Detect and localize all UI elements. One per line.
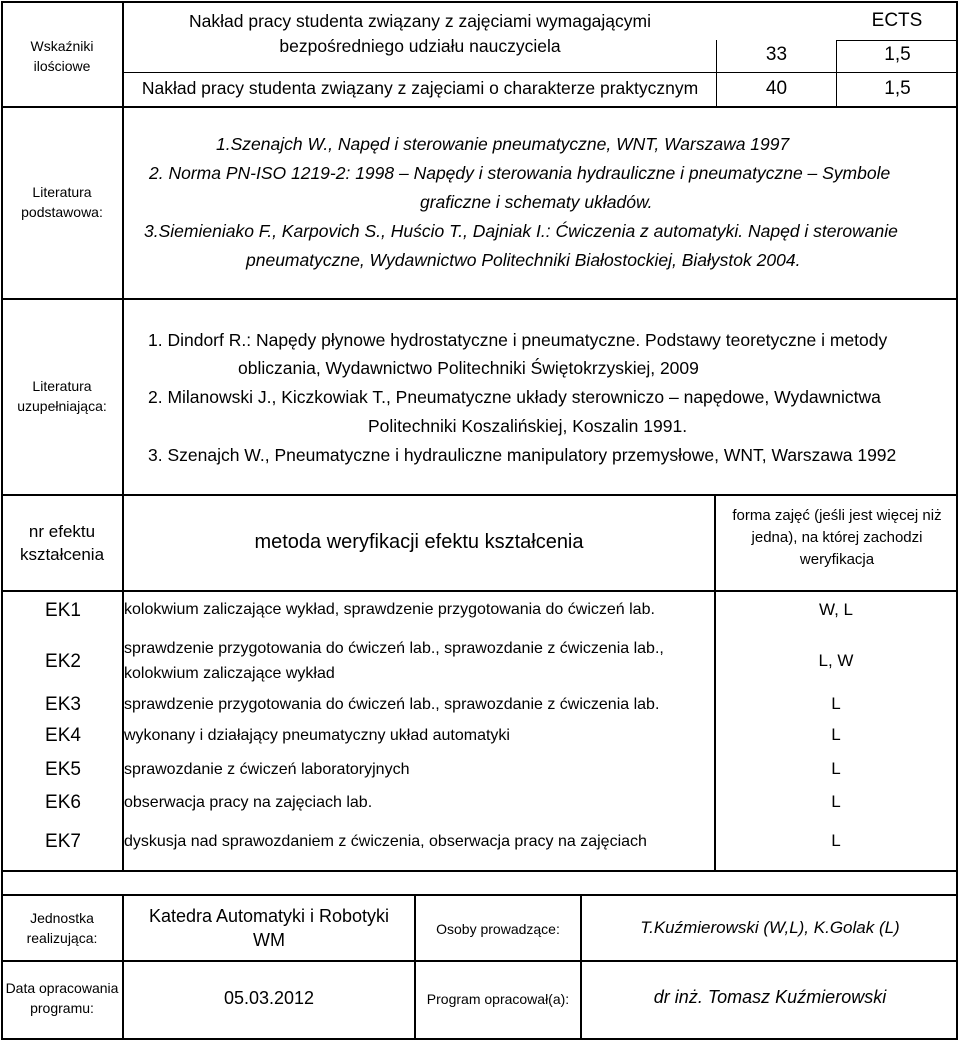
ek-description: wykonany i działający pneumatyczny układ automatyki [124,727,510,744]
divider [836,40,958,41]
literature-basic-item-1: 1.Szenajch W., Napęd i sterowanie pneumatyczne, WNT, Warszawa 1997 [216,134,790,154]
date-label [2,978,122,1018]
row1-hours: 33 [765,44,788,65]
row2-hours: 40 [765,78,788,99]
literature-supplementary-item-3: 3. Szenajch W., Pneumatyczne i hydrauliczne manipulatory przemysłowe, WNT, Warszawa 1992 [148,445,897,465]
literature-supplementary-item-1: 1. Dindorf R.: Napędy płynowe hydrostatyczne i pneumatyczne. Podstawy teoretyczne i metody [148,330,888,350]
author-label: Program opracował(a): [426,991,570,1007]
workload-label [2,36,122,76]
label-line: Jednostka [30,910,94,926]
label-line: Data opracowania [5,980,119,996]
ek-id: EK3 [45,694,81,715]
author-value: dr inż. Tomasz Kuźmierowski [653,987,887,1007]
ek-id: EK1 [45,600,81,621]
divider [124,72,958,73]
label-line: realizująca: [26,930,98,946]
workload-row2-text: Nakład pracy studenta związany z zajęciami o charakterze praktycznym [141,78,699,98]
ek-id: EK4 [45,725,81,746]
header-line: kształcenia [19,545,105,564]
date-value: 05.03.2012 [223,988,315,1008]
ek-form: W, L [818,600,853,619]
ek-number-header [2,520,122,566]
literature-basic-item-3: 3.Siemieniako F., Karpovich S., Huścio T., Dajniak I.: Ćwiczenia z automatyki. Napęd i sterowanie [144,221,898,241]
ek-id: EK2 [45,651,81,672]
ek-id: EK5 [45,759,81,780]
label-line: podstawowa: [21,204,103,220]
text-line: bezpośredniego udziału nauczyciela [279,36,561,56]
label-line: Literatura [32,184,92,200]
section-divider [2,494,958,496]
instructors-label: Osoby prowadzące: [436,921,560,937]
footer-row-divider [2,960,958,962]
literature-basic-label [2,182,122,222]
ek-description: sprawdzenie przygotowania do ćwiczeń lab., sprawozdanie z ćwiczenia lab., [124,640,664,657]
ek-form: L [831,759,841,778]
literature-supplementary-item-2: 2. Milanowski J., Kiczkowiak T., Pneumatyczne układy sterowniczo – napędowe, Wydawnictwa [148,387,881,407]
divider [122,108,124,298]
ek-form: L, W [818,651,854,670]
ek-description: sprawozdanie z ćwiczeń laboratoryjnych [124,761,410,778]
section-divider [2,894,958,896]
literature-supplementary-label [2,376,122,416]
ek-description: kolokwium zaliczające wykład, sprawdzenie przygotowania do ćwiczeń lab. [124,601,655,618]
ek-form: L [831,694,841,713]
unit-label [2,908,122,948]
value-line: Katedra Automatyki i Robotyki [148,906,390,926]
header-line: nr efektu [28,522,96,541]
label-line: ilościowe [33,58,91,74]
label-line: Wskaźniki [30,38,94,54]
header-line: weryfikacja [799,551,875,568]
workload-row1-text [124,9,716,59]
ek-form: L [831,792,841,811]
row1-ects: 1,5 [884,44,911,65]
literature-basic-item-2-cont: graficzne i schematy układów. [420,192,653,212]
label-line: programu: [30,1000,94,1016]
section-divider [2,106,958,108]
literature-supplementary-item-1-cont: obliczania, Wydawnictwo Politechniki Świętokrzyskiej, 2009 [238,358,699,378]
ek-id: EK6 [45,792,81,813]
section-divider [2,298,958,300]
header-line: forma zajęć (jeśli jest więcej niż [732,507,942,524]
divider [122,300,124,494]
divider [414,896,416,1039]
row2-ects: 1,5 [884,78,911,99]
unit-value [124,904,414,952]
verification-method-header: metoda weryfikacji efektu kształcenia [254,531,584,553]
ek-id: EK7 [45,831,81,852]
literature-basic-item-2: 2. Norma PN-ISO 1219-2: 1998 – Napędy i sterowania hydrauliczne i pneumatyczne – Symbole [149,163,891,183]
ek-description: sprawdzenie przygotowania do ćwiczeń lab., sprawozdanie z ćwiczenia lab. [124,696,660,713]
ek-description: obserwacja pracy na zajęciach lab. [124,794,373,811]
section-divider [2,870,958,872]
text-line: Nakład pracy studenta związany z zajęciami wymagającymi [189,11,651,31]
ek-description: dyskusja nad sprawozdaniem z ćwiczenia, obserwacja pracy na zajęciach [124,833,647,850]
ects-header: ECTS [871,10,923,31]
instructors-value: T.Kuźmierowski (W,L), K.Golak (L) [640,918,900,937]
form-header [716,505,958,571]
literature-supplementary-item-2-cont: Politechniki Koszalińskiej, Koszalin 1991. [368,416,688,436]
literature-basic-item-3-cont: pneumatyczne, Wydawnictwo Politechniki Białostockiej, Białystok 2004. [246,250,801,270]
header-line: jedna), na której zachodzi [751,529,923,546]
label-line: uzupełniająca: [17,398,107,414]
label-line: Literatura [32,378,92,394]
table-header-divider [2,590,958,592]
ek-description-cont: kolokwium zaliczające wykład [124,665,335,682]
value-line: WM [253,930,285,950]
ek-form: L [831,725,841,744]
ek-form: L [831,831,841,850]
